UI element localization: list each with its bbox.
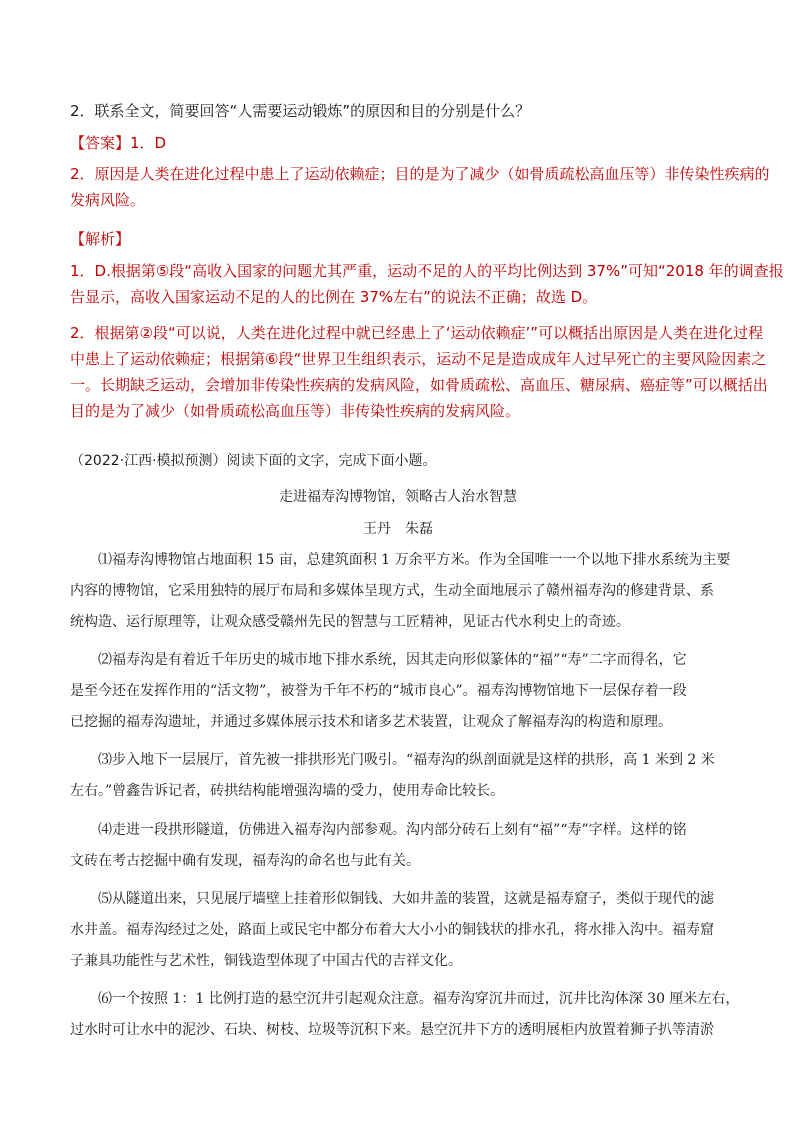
analysis-1-text-a: 1．D.根据第⑤段“高收入国家的问题尤其严重，运动不足的人的平均比例达到 bbox=[70, 262, 587, 280]
paragraph-2 bbox=[70, 645, 726, 738]
analysis-1-text-c: ”可知“2018 年的调查报 bbox=[620, 262, 784, 280]
answer-line-1 bbox=[70, 130, 726, 156]
answer-1: 1．D bbox=[130, 134, 167, 152]
answer-2-line-2: 发病风险。 bbox=[70, 191, 146, 209]
article-authors: 王丹 朱磊 bbox=[363, 521, 433, 537]
paragraph-5-line-2: 水井盖。福寿沟经过之处，路面上或民宅中都分布着大大小小的铜钱状的排水孔，将水排入沟中。福寿窟 bbox=[70, 922, 714, 938]
analysis-1-pct-b: 37% bbox=[359, 288, 394, 306]
analysis-2 bbox=[70, 320, 768, 424]
analysis-2-line-4: 目的是为了减少（如骨质疏松高血压等）非传染性疾病的发病风险。 bbox=[70, 402, 521, 420]
paragraph-4-line-1: ⑷走进一段拱形隧道，仿佛进入福寿沟内部参观。沟内部分砖石上刻有“福”“寿”字样。这样的铭 bbox=[98, 822, 687, 838]
paragraph-4 bbox=[70, 815, 726, 877]
question-2: 2．联系全文，简要回答“人需要运动锻炼”的原因和目的分别是什么？ bbox=[70, 102, 531, 120]
paragraph-1 bbox=[70, 545, 731, 638]
answer-2 bbox=[70, 161, 770, 213]
answer-2-line-1: 2．原因是人类在进化过程中患上了运动依赖症；目的是为了减少（如骨质疏松高血压等）非传染性疾病的 bbox=[70, 165, 770, 183]
paragraph-5-line-3: 子兼具功能性与艺术性，铜钱造型体现了中国古代的吉祥文化。 bbox=[70, 953, 462, 969]
paragraph-3 bbox=[70, 745, 726, 807]
paragraph-2-line-3: 已挖掘的福寿沟遗址，并通过多媒体展示技术和诸多艺术装置，让观众了解福寿沟的构造和原理。 bbox=[70, 714, 672, 730]
paragraph-3-line-2: 左右。”曾鑫告诉记者，砖拱结构能增强沟墙的受力，使用寿命比较长。 bbox=[70, 783, 505, 799]
analysis-2-line-3: 一。长期缺乏运动，会增加非传染性疾病的发病风险，如骨质疏松、高血压、糖尿病、癌症等”可以概括出 bbox=[70, 376, 768, 394]
paragraph-4-line-2: 文砖在考古挖掘中确有发现，福寿沟的命名也与此有关。 bbox=[70, 853, 420, 869]
analysis-2-line-2: 中患上了运动依赖症；根据第⑥段“世界卫生组织表示，运动不足是造成成年人过早死亡的主要风险因素之 bbox=[70, 350, 767, 368]
paragraph-5 bbox=[70, 884, 726, 977]
answer-label: 【答案】 bbox=[70, 134, 131, 152]
analysis-label: 【解析】 bbox=[70, 230, 131, 248]
paragraph-6-line-2: 过水时可让水中的泥沙、石块、树枝、垃圾等沉积下来。悬空沉井下方的透明展柜内放置着狮子扒等清淤 bbox=[70, 1022, 714, 1038]
paragraph-2-line-1: ⑵福寿沟是有着近千年历史的城市地下排水系统，因其走向形似篆体的“福”“寿”二字而得名，它 bbox=[98, 652, 687, 668]
analysis-1 bbox=[70, 258, 784, 310]
paragraph-5-line-1: ⑸从隧道出来，只见展厅墙壁上挂着形似铜钱、大如井盖的装置，这就是福寿窟子，类似于现代的滤 bbox=[98, 891, 714, 907]
paragraph-1-line-3: 统构造、运行原理等，让观众感受赣州先民的智慧与工匠精神，见证古代水利史上的奇迹。 bbox=[70, 614, 630, 630]
analysis-1-line-1 bbox=[70, 258, 784, 284]
paragraph-6-line-1: ⑹一个按照 1：1 比例打造的悬空沉井引起观众注意。福寿沟穿沉井而过，沉井比沟体深 30 厘米左右， bbox=[98, 991, 740, 1007]
analysis-1-text-d: 告显示，高收入国家运动不足的人的比例在 bbox=[70, 288, 360, 306]
paragraph-3-line-1: ⑶步入地下一层展厅，首先被一排拱形光门吸引。“福寿沟的纵剖面就是这样的拱形，高 1 米到 2 米 bbox=[98, 752, 715, 768]
analysis-1-pct-a: 37% bbox=[586, 262, 621, 280]
analysis-2-line-1: 2．根据第②段“可以说，人类在进化过程中就已经患上了‘运动依赖症’”可以概括出原因是人类在进化过程 bbox=[70, 324, 764, 342]
source-line: （2022·江西·模拟预测）阅读下面的文字，完成下面小题。 bbox=[70, 453, 437, 469]
paragraph-1-line-1: ⑴福寿沟博物馆占地面积 15 亩，总建筑面积 1 万余平方米。作为全国唯一一个以地下排水系统为主要 bbox=[98, 552, 731, 568]
paragraph-6 bbox=[70, 984, 740, 1046]
paragraph-1-line-2: 内容的博物馆，它采用独特的展厅布局和多媒体呈现方式，生动全面地展示了赣州福寿沟的修建背景、系 bbox=[70, 583, 714, 599]
analysis-1-text-f: 左右”的说法不正确；故选 D。 bbox=[393, 288, 598, 306]
article-title: 走进福寿沟博物馆，领略古人治水智慧 bbox=[279, 489, 517, 505]
paragraph-2-line-2: 是至今还在发挥作用的“活文物”，被誉为千年不朽的“城市良心”。福寿沟博物馆地下一层保存着一段 bbox=[70, 683, 687, 699]
analysis-1-line-2 bbox=[70, 284, 726, 310]
